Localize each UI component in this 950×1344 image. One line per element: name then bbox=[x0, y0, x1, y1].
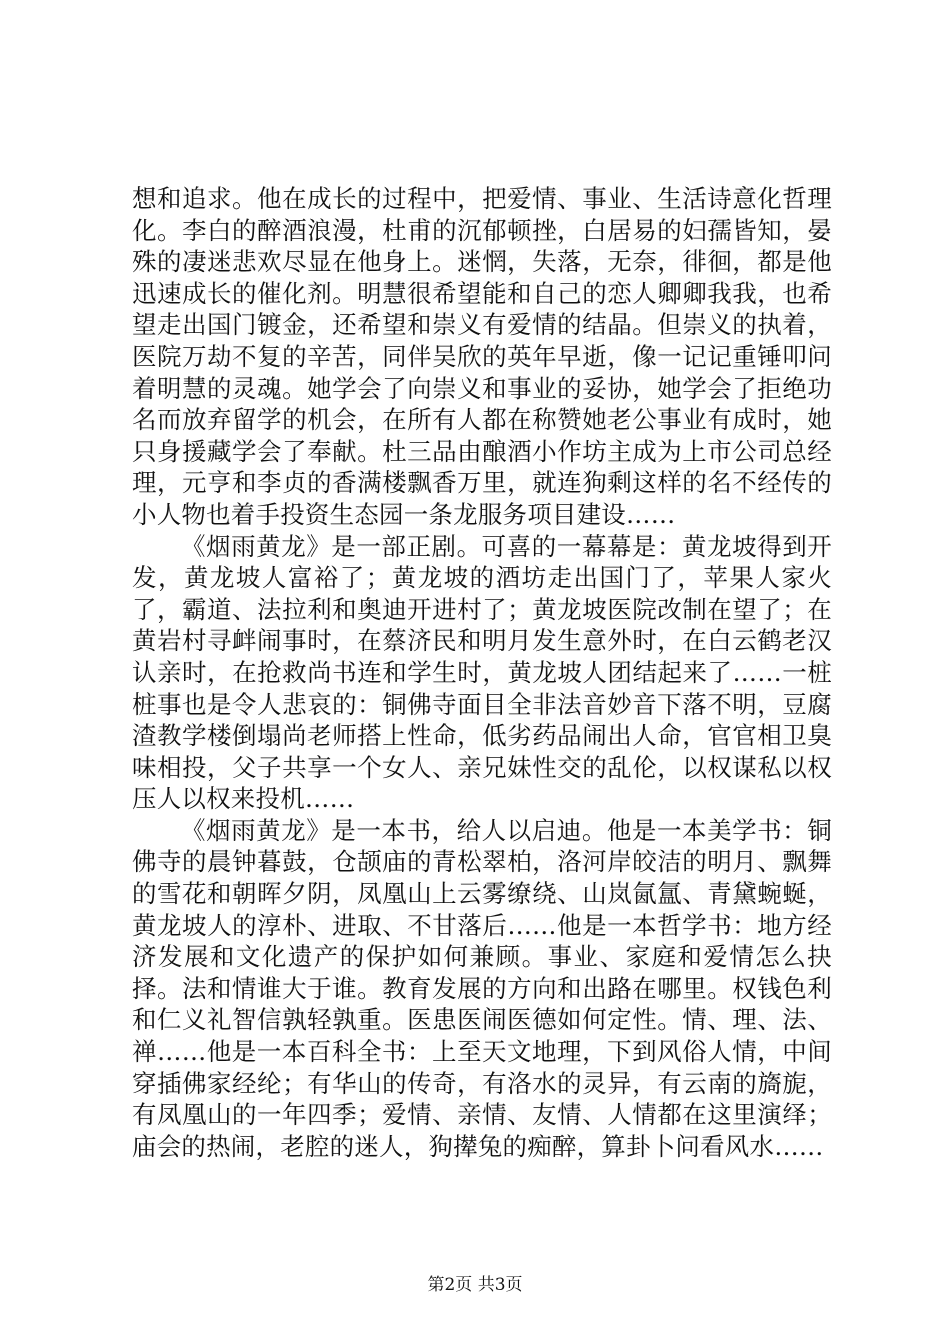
paragraph-2: 《烟雨黄龙》是一部正剧。可喜的一幕幕是：黄龙坡得到开发，黄龙坡人富裕了；黄龙坡的酒坊走出国门了，苹果人家火了，霸道、法拉利和奥迪开进村了；黄龙坡医院改制在望了；在黄岩村寻衅闹事时，在蔡济民和明月发生意外时，在白云鹤老汉认亲时，在抢救尚书连和学生时，黄龙坡人团结起来了……一桩桩事也是令人悲哀的：铜佛寺面目全非法音妙音下落不明，豆腐渣教学楼倒塌尚老师搭上性命，低劣药品闹出人命，官官相卫臭味相投，父子共享一个女人、亲兄妹性交的乱伦，以权谋私以权压人以权来投机…… bbox=[132, 531, 832, 814]
paragraph-3: 《烟雨黄龙》是一本书，给人以启迪。他是一本美学书：铜佛寺的晨钟暮鼓，仓颉庙的青松翠柏，洛河岸皎洁的明月、飘舞的雪花和朝晖夕阴，凤凰山上云雾缭绕、山岚氤氲、青黛蜿蜒，黄龙坡人的淳朴、进取、不甘落后……他是一本哲学书：地方经济发展和文化遗产的保护如何兼顾。事业、家庭和爱情怎么抉择。法和情谁大于谁。教育发展的方向和出路在哪里。权钱色利和仁义礼智信孰轻孰重。医患医闹医德如何定性。情、理、法、禅……他是一本百科全书：上至天文地理，下到风俗人情，中间穿插佛家经纶；有华山的传奇，有洛水的灵异，有云南的旖旎，有凤凰山的一年四季；爱情、亲情、友情、人情都在这里演绎；庙会的热闹，老腔的迷人，狗撵兔的痴醉，算卦卜问看风水…… bbox=[132, 815, 832, 1161]
page-number-footer: 第2页 共3页 bbox=[427, 1275, 523, 1295]
paragraph-1: 想和追求。他在成长的过程中，把爱情、事业、生活诗意化哲理化。李白的醉酒浪漫，杜甫的沉郁顿挫，白居易的妇孺皆知，晏殊的凄迷悲欢尽显在他身上。迷惘，失落，无奈，徘徊，都是他迅速成长的催化剂。明慧很希望能和自己的恋人卿卿我我，也希望走出国门镀金，还希望和崇义有爱情的结晶。但崇义的执着，医院万劫不复的辛苦，同伴吴欣的英年早逝，像一记记重锤叩问着明慧的灵魂。她学会了向崇义和事业的妥协，她学会了拒绝功名而放弃留学的机会，在所有人都在称赞她老公事业有成时，她只身援藏学会了奉献。杜三品由酿酒小作坊主成为上市公司总经理，元亨和李贞的香满楼飘香万里，就连狗剩这样的名不经传的小人物也着手投资生态园一条龙服务项目建设…… bbox=[132, 184, 832, 529]
document-body bbox=[132, 183, 832, 1162]
